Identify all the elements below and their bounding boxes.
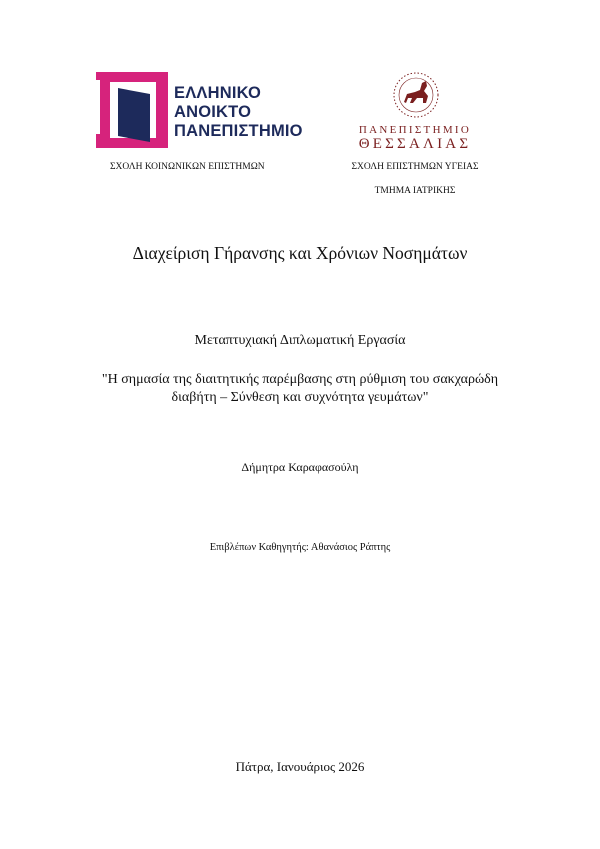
school-social-sciences: ΣΧΟΛΗ ΚΟΙΝΩΝΙΚΩΝ ΕΠΙΣΤΗΜΩΝ <box>110 162 265 172</box>
thesis-title: "Η σημασία της διαιτητικής παρέμβασης στη ρύθμιση του σακχαρώδη διαβήτη – Σύνθεση και συχνότητα γευμάτων" <box>101 372 499 405</box>
hellenic-open-university-logo <box>96 72 306 148</box>
uth-logo-line2: ΘΕΣΣΑΛΙΑΣ <box>358 136 472 152</box>
centaur-emblem-icon <box>387 70 445 120</box>
uth-logo-line1: ΠΑΝΕΠΙΣΤΗΜΙΟ <box>358 124 472 136</box>
department-medicine: ΤΜΗΜΑ ΙΑΤΡΙΚΗΣ <box>374 186 456 196</box>
university-of-thessaly-logo <box>345 70 485 150</box>
program-title: Διαχείριση Γήρανσης και Χρόνιων Νοσημάτων <box>132 243 468 263</box>
hou-logo-line1: ΕΛΛΗΝΙΚΟ <box>174 84 262 102</box>
hou-logo-line3: ΠΑΝΕΠΙΣΤΗΜΙΟ <box>174 122 303 140</box>
school-health-sciences: ΣΧΟΛΗ ΕΠΙΣΤΗΜΩΝ ΥΓΕΙΑΣ <box>351 162 479 172</box>
hou-logo-text <box>174 84 303 141</box>
supervisor: Επιβλέπων Καθηγητής: Αθανάσιος Ράπτης <box>209 542 391 553</box>
hou-logo-line2: ΑΝΟΙΚΤΟ <box>174 103 252 121</box>
hou-logo-mark-icon <box>96 72 168 148</box>
place-and-date: Πάτρα, Ιανουάριος 2026 <box>235 759 365 774</box>
author-name: Δήμητρα Καραφασούλη <box>241 460 359 474</box>
thesis-type: Μεταπτυχιακή Διπλωματική Εργασία <box>194 333 406 348</box>
